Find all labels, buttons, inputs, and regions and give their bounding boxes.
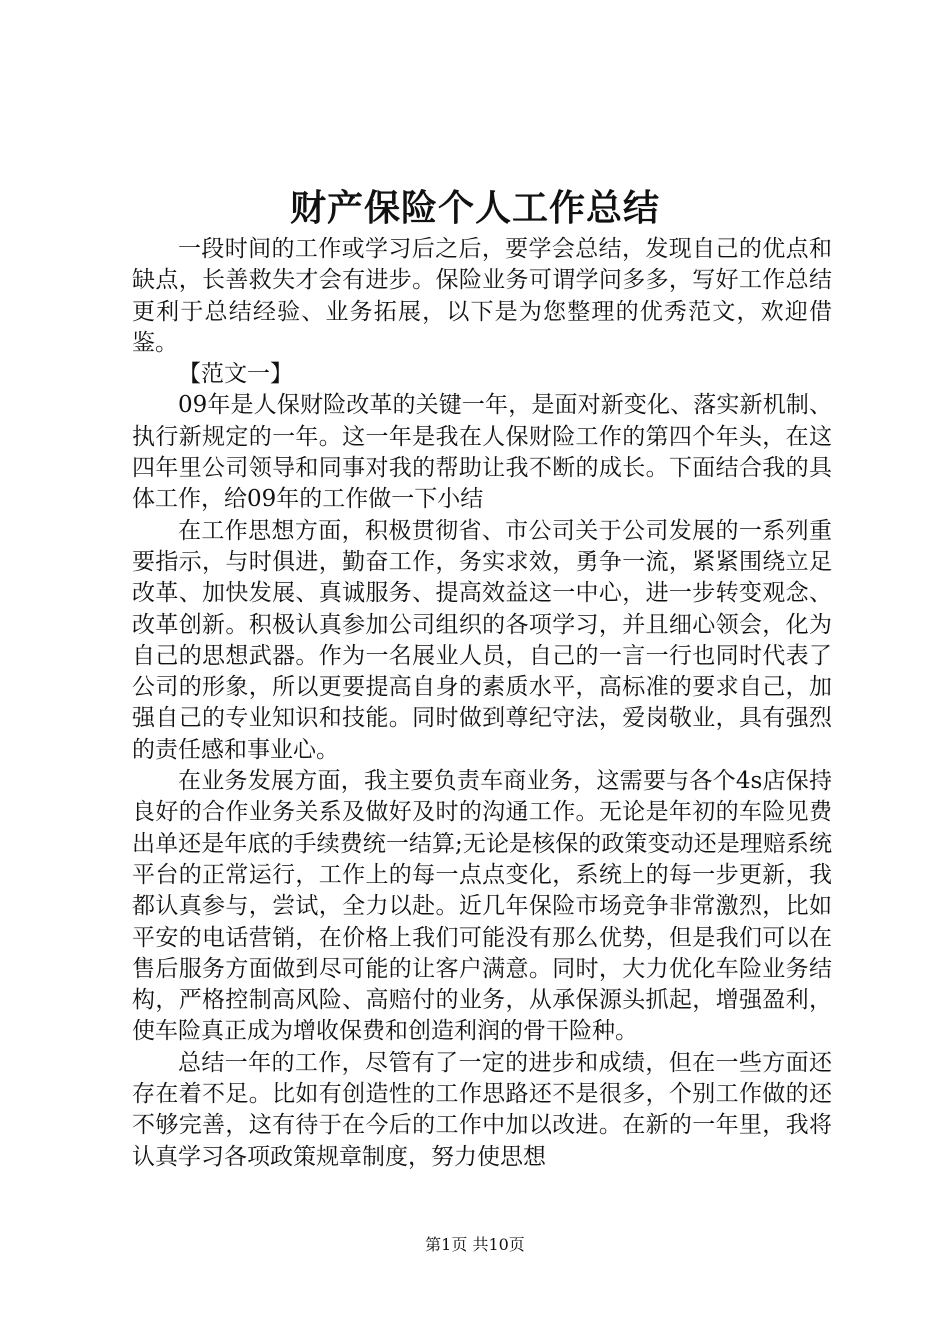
- paragraph-business-development: 在业务发展方面，我主要负责车商业务，这需要与各个4s店保持良好的合作业务关系及做好及时的沟通工作。无论是年初的车险见费出单还是年底的手续费统一结算;无论是核保的政策变动还是理赔系统平台的正常运行，工作上的每一点点变化，系统上的每一步更新，我都认真参与，尝试，全力以赴。近几年保险市场竞争非常激烈，比如平安的电话营销，在价格上我们可能没有那么优势，但是我们可以在售后服务方面做到尽可能的让客户满意。同时，大力优化车险业务结构，严格控制高风险、高赔付的业务，从承保源头抓起，增强盈利，使车险真正成为增收保费和创造利润的骨干险种。: [132, 768, 832, 1045]
- paragraph-work-thinking: 在工作思想方面，积极贯彻省、市公司关于公司发展的一系列重要指示，与时俱进，勤奋工作，务实求效，勇争一流，紧紧围绕立足改革、加快发展、真诚服务、提高效益这一中心，进一步转变观念、改革创新。积极认真参加公司组织的各项学习，并且细心领会，化为自己的思想武器。作为一名展业人员，自己的一言一行也同时代表了公司的形象，所以更要提高自身的素质水平，高标准的要求自己，加强自己的专业知识和技能。同时做到尊纪守法，爱岗敬业，具有强烈的责任感和事业心。: [132, 517, 832, 763]
- paragraph-year-overview: 09年是人保财险改革的关键一年，是面对新变化、落实新机制、执行新规定的一年。这一年是我在人保财险工作的第四个年头，在这四年里公司领导和同事对我的帮助让我不断的成长。下面结合我的具体工作，给09年的工作做一下小结: [132, 392, 832, 513]
- paragraph-sample-heading: 【范文一】: [178, 361, 293, 388]
- document-body: [132, 234, 832, 1173]
- paragraph-summary: 总结一年的工作，尽管有了一定的进步和成绩，但在一些方面还存在着不足。比如有创造性的工作思路还不是很多，个别工作做的还不够完善，这有待于在今后的工作中加以改进。在新的一年里，我将认真学习各项政策规章制度，努力使思想: [132, 1049, 832, 1170]
- paragraph-intro: 一段时间的工作或学习后之后，要学会总结，发现自己的优点和缺点，长善救失才会有进步。保险业务可谓学问多多，写好工作总结更利于总结经验、业务拓展，以下是为您整理的优秀范文，欢迎借鉴。: [132, 236, 832, 356]
- document-title: 财产保险个人工作总结: [289, 187, 660, 229]
- page-number-footer: 第1页 共10页: [425, 1235, 525, 1254]
